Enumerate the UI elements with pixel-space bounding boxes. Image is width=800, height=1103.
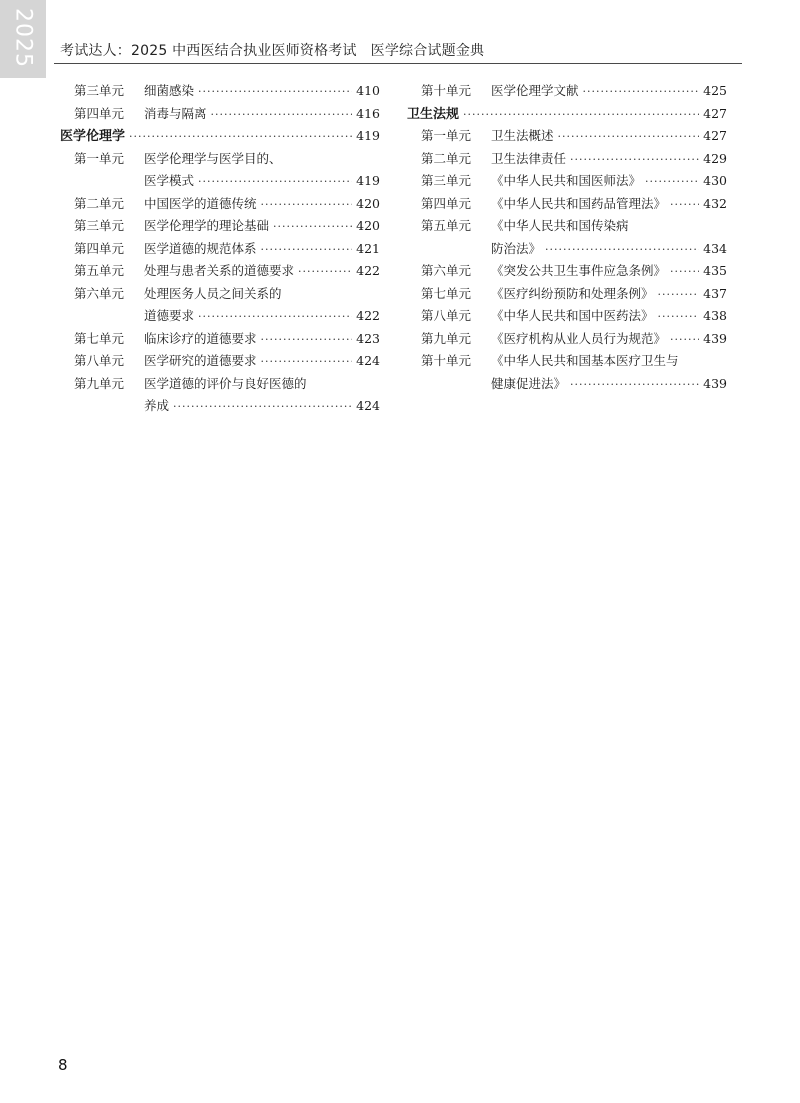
toc-section-heading <box>407 103 727 126</box>
toc-entry-line <box>144 80 380 104</box>
toc-entry-line <box>491 125 727 149</box>
toc-page-number: 439 <box>703 330 727 346</box>
dot-leader <box>545 239 699 262</box>
toc-entry <box>407 283 727 306</box>
toc-entry-line <box>491 260 727 284</box>
toc-entry <box>60 305 380 328</box>
toc-entry-line <box>491 238 727 262</box>
toc-page-number: 425 <box>703 83 727 98</box>
dot-leader <box>463 104 699 127</box>
toc-entry-line <box>144 350 380 374</box>
toc-entry-line <box>144 395 380 419</box>
toc-page-number: 422 <box>356 263 380 278</box>
toc-entry <box>407 80 727 103</box>
toc-entry-title: 健康促进法》 <box>491 375 567 391</box>
toc-unit-label: 第八单元 <box>74 353 125 368</box>
toc-entry-line <box>491 283 727 307</box>
toc-entry-title: 《中华人民共和国中医药法》 <box>491 308 654 323</box>
toc-entry-line <box>491 215 727 238</box>
toc-entry <box>60 238 380 261</box>
dot-leader <box>261 329 353 352</box>
toc-entry <box>407 260 727 283</box>
year-tab <box>0 0 46 78</box>
toc-entry-title: 医学模式 <box>144 173 195 188</box>
toc-entry-line <box>144 215 380 239</box>
toc-page-number: 421 <box>356 240 380 256</box>
toc-entry <box>60 373 380 396</box>
toc-entry-title: 处理与患者关系的道德要求 <box>144 263 295 278</box>
toc-page-number: 416 <box>356 105 380 121</box>
toc-unit-label: 第四单元 <box>74 240 125 256</box>
dot-leader <box>558 126 700 149</box>
dot-leader <box>670 261 699 284</box>
toc-entry-line <box>491 170 727 194</box>
toc-unit-label: 第七单元 <box>421 285 472 301</box>
dot-leader <box>658 284 700 307</box>
toc-entry <box>60 260 380 283</box>
toc-entry-line <box>491 350 727 373</box>
dot-leader <box>670 329 699 352</box>
toc-unit-label: 第四单元 <box>74 105 125 121</box>
toc-unit-label: 第二单元 <box>421 150 472 166</box>
toc-page-number: 429 <box>703 150 727 166</box>
dot-leader <box>273 216 352 239</box>
toc-entry-title: 中国医学的道德传统 <box>144 195 257 211</box>
toc-unit-label: 第六单元 <box>74 285 125 301</box>
toc-unit-label: 第九单元 <box>421 330 472 346</box>
dot-leader <box>298 261 352 284</box>
toc-entry-title: 养成 <box>144 398 170 413</box>
toc-unit-label: 第十单元 <box>421 353 472 368</box>
toc-entry <box>60 328 380 351</box>
toc-entry <box>407 373 727 396</box>
toc-entry-title: 细菌感染 <box>144 83 195 98</box>
page-number: 8 <box>58 1056 68 1074</box>
dot-leader <box>570 149 699 172</box>
header-divider <box>54 63 742 64</box>
toc-entry-line <box>407 103 727 127</box>
toc-entry <box>60 215 380 238</box>
dot-leader <box>570 374 699 397</box>
toc-unit-label: 第三单元 <box>74 218 125 233</box>
dot-leader <box>198 306 352 329</box>
toc-entry-line <box>491 148 727 172</box>
toc-entry-line <box>144 373 380 396</box>
dot-leader <box>198 171 352 194</box>
toc-entry <box>407 125 727 148</box>
toc-entry <box>60 283 380 306</box>
toc-entry-line <box>491 193 727 217</box>
toc-page-number: 420 <box>356 218 380 233</box>
toc-unit-label: 第六单元 <box>421 263 472 278</box>
toc-entry-title: 消毒与隔离 <box>144 105 207 121</box>
toc-page-number: 423 <box>356 330 380 346</box>
toc-unit-label: 第一单元 <box>421 128 472 143</box>
dot-leader <box>173 396 352 419</box>
toc-entry-title: 防治法》 <box>491 240 542 256</box>
toc-page-number: 419 <box>356 173 380 188</box>
toc-page-number: 427 <box>703 105 727 121</box>
toc-unit-label: 第一单元 <box>74 150 125 166</box>
dot-leader <box>658 306 700 329</box>
dot-leader <box>211 104 353 127</box>
toc-unit-label: 第八单元 <box>421 308 472 323</box>
dot-leader <box>261 239 353 262</box>
toc-page-number: 427 <box>703 128 727 143</box>
toc-page-number: 432 <box>703 195 727 211</box>
toc-entry-line <box>491 328 727 352</box>
toc-entry-title: 道德要求 <box>144 308 195 323</box>
toc-entry-title: 医学道德的规范体系 <box>144 240 257 256</box>
dot-leader <box>670 194 699 217</box>
toc-entry-title: 医学研究的道德要求 <box>144 353 257 368</box>
toc-entry-title: 《突发公共卫生事件应急条例》 <box>491 263 667 278</box>
toc-unit-label: 第三单元 <box>74 83 125 98</box>
toc-entry-line <box>144 305 380 329</box>
toc-entry <box>407 328 727 351</box>
dot-leader <box>129 126 352 149</box>
toc-entry <box>60 193 380 216</box>
toc-entry-title: 临床诊疗的道德要求 <box>144 330 257 346</box>
toc-entry-line <box>60 125 380 149</box>
toc-entry-line <box>491 305 727 329</box>
toc-entry <box>60 80 380 103</box>
toc-page-number: 419 <box>356 128 380 143</box>
toc-unit-label: 第七单元 <box>74 330 125 346</box>
toc-entry-title: 医学伦理学的理论基础 <box>144 218 270 233</box>
toc-page-number: 422 <box>356 308 380 323</box>
toc-entry-line <box>491 80 727 104</box>
toc-entry-title: 《中华人民共和国传染病 <box>491 218 629 233</box>
toc-entry-title: 卫生法概述 <box>491 128 554 143</box>
toc-entry-title: 《医疗机构从业人员行为规范》 <box>491 330 667 346</box>
toc-page-number: 439 <box>703 375 727 391</box>
toc-entry <box>407 305 727 328</box>
toc-entry-line <box>144 283 380 306</box>
toc-entry-title: 医学伦理学与医学目的、 <box>144 150 282 166</box>
toc-unit-label: 第四单元 <box>421 195 472 211</box>
toc-entry-title: 《中华人民共和国药品管理法》 <box>491 195 667 211</box>
toc-page-number: 438 <box>703 308 727 323</box>
toc-entry-line <box>144 193 380 217</box>
toc-page-number: 435 <box>703 263 727 278</box>
toc-entry <box>407 238 727 261</box>
toc-entry <box>407 148 727 171</box>
toc-entry-line <box>144 238 380 262</box>
year-tab-label: 2025 <box>10 8 36 68</box>
toc-entry-title: 医学道德的评价与良好医德的 <box>144 375 307 391</box>
toc-page-number: 410 <box>356 83 380 98</box>
toc-right-column <box>407 80 727 395</box>
toc-unit-label: 第五单元 <box>421 218 472 233</box>
toc-entry-title: 《中华人民共和国基本医疗卫生与 <box>491 353 679 368</box>
toc-entry-line <box>144 328 380 352</box>
toc-left-column <box>60 80 380 418</box>
toc-entry <box>60 395 380 418</box>
toc-entry-line <box>491 373 727 397</box>
dot-leader <box>645 171 699 194</box>
section-title: 卫生法规 <box>407 106 460 122</box>
toc-page-number: 420 <box>356 195 380 211</box>
toc-unit-label: 第九单元 <box>74 375 125 391</box>
toc-page-number: 430 <box>703 173 727 188</box>
section-title: 医学伦理学 <box>60 129 126 144</box>
toc-unit-label: 第五单元 <box>74 263 125 278</box>
toc-entry <box>407 170 727 193</box>
toc-page-number: 424 <box>356 398 380 413</box>
toc-entry <box>60 350 380 373</box>
toc-entry-title: 《中华人民共和国医师法》 <box>491 173 642 188</box>
toc-entry-title: 卫生法律责任 <box>491 150 567 166</box>
toc-entry-line <box>144 103 380 127</box>
toc-entry-title: 处理医务人员之间关系的 <box>144 285 282 301</box>
toc-entry <box>60 148 380 171</box>
toc-entry-title: 医学伦理学文献 <box>491 83 579 98</box>
toc-unit-label: 第十单元 <box>421 83 472 98</box>
toc-unit-label: 第二单元 <box>74 195 125 211</box>
toc-page-number: 437 <box>703 285 727 301</box>
toc-entry <box>60 170 380 193</box>
running-header-title: 考试达人：2025 中西医结合执业医师资格考试 医学综合试题金典 <box>60 43 485 59</box>
toc-page-number: 434 <box>703 240 727 256</box>
toc-entry-title: 《医疗纠纷预防和处理条例》 <box>491 285 654 301</box>
toc-section-heading <box>60 125 380 148</box>
toc-entry <box>407 215 727 238</box>
toc-entry <box>407 193 727 216</box>
dot-leader <box>261 351 353 374</box>
toc-entry <box>60 103 380 126</box>
dot-leader <box>583 81 700 104</box>
dot-leader <box>198 81 352 104</box>
dot-leader <box>261 194 353 217</box>
toc-entry <box>407 350 727 373</box>
toc-unit-label: 第三单元 <box>421 173 472 188</box>
toc-entry-line <box>144 170 380 194</box>
toc-entry-line <box>144 148 380 171</box>
toc-page-number: 424 <box>356 353 380 368</box>
toc-entry-line <box>144 260 380 284</box>
